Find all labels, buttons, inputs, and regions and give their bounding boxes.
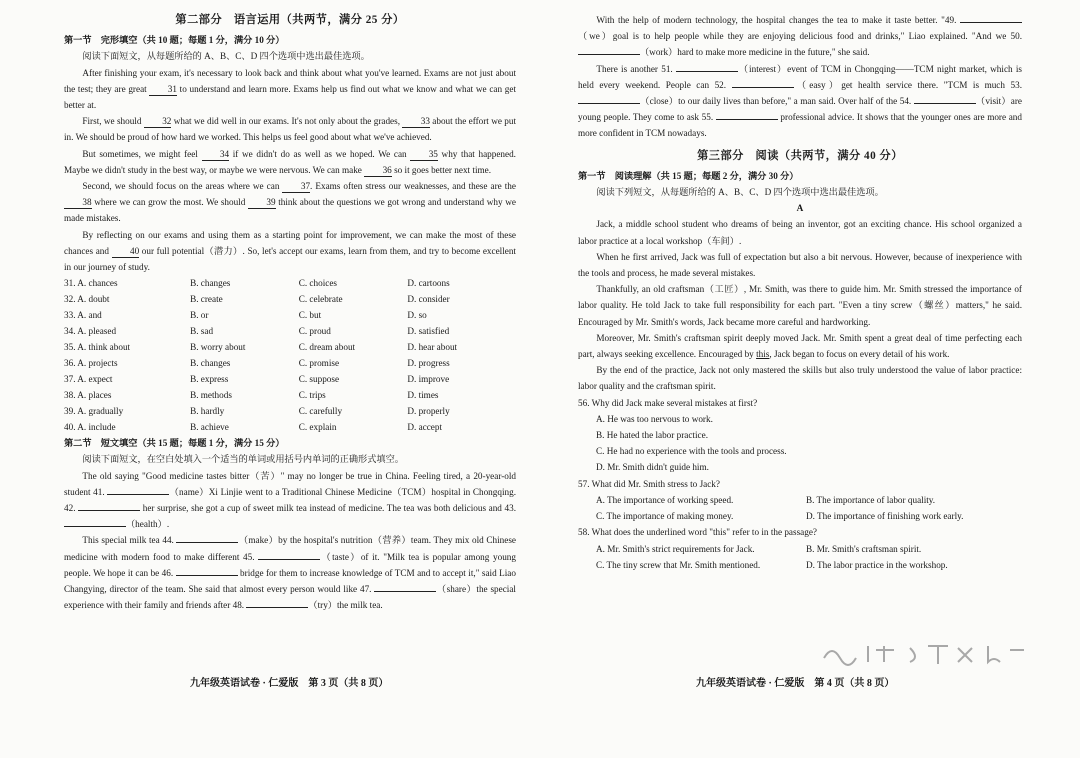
q58-option-b[interactable]: B. Mr. Smith's craftsman spirit.: [806, 543, 922, 554]
option-39-d[interactable]: D. properly: [407, 406, 450, 417]
blank-34: 34: [202, 148, 230, 161]
reading-paragraph-3: Thankfully, an old craftsman（工匠）, Mr. Smith, was there to guide him. Mr. Smith stressed the importance of labor quality. He told Jack to take full responsibility for each part. "Even a tiny screw（螺丝）matters," he said. Encouraged by Mr. Smith's words, Jack became more careful and hardworking.: [578, 284, 1022, 327]
blank-49[interactable]: [960, 22, 1022, 23]
option-row-32: [64, 291, 516, 307]
page-3: [64, 12, 516, 613]
blank-44[interactable]: [176, 542, 238, 543]
option-39-c[interactable]: C. carefully: [298, 406, 343, 417]
option-38-b[interactable]: B. methods: [190, 390, 232, 401]
option-36-b[interactable]: B. changes: [190, 358, 231, 369]
blank-48[interactable]: [246, 607, 308, 608]
question-58: 58. What does the underlined word "this" refer to in the passage?: [578, 527, 817, 538]
q57-options-row-2: [578, 508, 1022, 524]
option-32-a[interactable]: 32. A. doubt: [64, 294, 110, 305]
option-34-a[interactable]: 34. A. pleased: [64, 326, 117, 337]
cloze-paragraph-2: First, we should 32 what we did well in our exams. It's not only about the grades, 33 about the effort we put in. We should be proud of how hard we worked. This helps us feel good about what we've achieved.: [64, 116, 516, 143]
option-33-c[interactable]: C. but: [298, 310, 322, 321]
section-1-title: 第一节 完形填空（共 10 题；每题 1 分，满分 10 分）: [64, 35, 285, 46]
watermark-scribble: [818, 640, 1028, 666]
reading-paragraph-1: Jack, a middle school student who dreams of being an inventor, got an exciting chance. His school organized a labor practice at a local workshop（车间）.: [578, 219, 1022, 246]
option-38-a[interactable]: 38. A. places: [64, 390, 112, 401]
blank-53[interactable]: [578, 103, 640, 104]
option-32-d[interactable]: D. consider: [407, 294, 450, 305]
q56-option-d[interactable]: D. Mr. Smith didn't guide him.: [596, 462, 709, 473]
cloze-paragraph-5: By reflecting on our exams and using them as a starting point for improvement, we can make the most of these chances and 40 our full potential（潜力）. So, let's accept our exams, learn from them, and try to become excellent in our journey of study.: [64, 229, 516, 273]
option-31-a[interactable]: 31. A. chances: [64, 278, 118, 289]
q58-option-a[interactable]: A. Mr. Smith's strict requirements for Jack.: [596, 543, 755, 554]
question-56: 56. Why did Jack make several mistakes at first?: [578, 397, 758, 408]
option-37-b[interactable]: B. express: [190, 374, 229, 385]
fill-paragraph-3: With the help of modern technology, the hospital changes the tea to make it taste better. "49. （we）goal is to help people while they are enjoying delicious food and drinks," Liao explained. "And we 50. （work）hard to make more medicine in the future," she said.: [578, 15, 1022, 58]
q58-options-row-1: [578, 541, 1022, 557]
cloze-paragraph-4: Second, we should focus on the areas where we can 37. Exams often stress our weaknesses, and these are the 38 where we can grow the most. We should 39 think about the questions we got wrong and understand why we made mistakes.: [64, 181, 516, 224]
reading-paragraph-5: By the end of the practice, Jack not only mastered the skills but also truly understood the value of labor practice: labor quality and the craftsman spirit.: [578, 365, 1022, 392]
blank-54[interactable]: [914, 103, 976, 104]
option-33-a[interactable]: 33. A. and: [64, 310, 102, 321]
blank-36: 36: [364, 164, 392, 177]
blank-37: 37: [282, 180, 310, 193]
option-37-a[interactable]: 37. A. expect: [64, 374, 113, 385]
blank-38: 38: [64, 196, 92, 209]
option-34-c[interactable]: C. proud: [298, 326, 331, 337]
section-2-title: 第二节 短文填空（共 15 题；每题 1 分，满分 15 分）: [64, 438, 285, 449]
option-33-b[interactable]: B. or: [190, 310, 209, 321]
option-35-a[interactable]: 35. A. think about: [64, 342, 131, 353]
q57-options-row-1: [578, 492, 1022, 508]
option-36-a[interactable]: 36. A. projects: [64, 358, 118, 369]
blank-45[interactable]: [258, 559, 320, 560]
blank-50[interactable]: [578, 54, 640, 55]
option-39-a[interactable]: 39. A. gradually: [64, 406, 124, 417]
option-34-d[interactable]: D. satisfied: [407, 326, 450, 337]
option-row-35: [64, 339, 516, 355]
option-row-39: [64, 403, 516, 419]
option-31-b[interactable]: B. changes: [190, 278, 231, 289]
reading-section-title: 第一节 阅读理解（共 15 题；每题 2 分，满分 30 分）: [578, 170, 799, 181]
option-37-d[interactable]: D. improve: [407, 374, 450, 385]
option-35-c[interactable]: C. dream about: [298, 342, 356, 353]
option-row-37: [64, 371, 516, 387]
blank-35: 35: [410, 148, 438, 161]
part-three-title: 第三部分 阅读（共两节，满分 40 分）: [697, 149, 903, 162]
blank-39: 39: [248, 196, 276, 209]
q56-option-a[interactable]: A. He was too nervous to work.: [596, 413, 713, 424]
blank-31: 31: [149, 83, 177, 96]
fill-paragraph-4: There is another 51. （interest）event of TCM in Chongqing——TCM night market, which is held every weekend. People can 52. （easy）get health service there. "TCM is much 53. （close）to our daily lives than before," a man said. Over half of the 54. （visit）are young people. They come to ask 55. professional advice. It shows that the younger ones are more and more confident in TCM nowadays.: [578, 63, 1022, 139]
blank-33: 33: [402, 115, 430, 128]
option-row-31: [64, 275, 516, 291]
fill-paragraph-2: This special milk tea 44. （make）by the hospital's nutrition（营养）team. They mix old Chinese medicine with modern food to make different 45. （taste）of it. "Milk tea is popular among young people. We hope it can be 46. bridge for them to increase knowledge of TCM and to accept it," said Liao Changying, director of the team. She said that almost every person would like 47. （share）the special experience with their family and friends after 48. （try）the milk tea.: [64, 535, 516, 611]
option-row-36: [64, 355, 516, 371]
page-4-footer: 九年级英语试卷 · 仁爱版 第 4 页（共 8 页）: [696, 678, 895, 689]
section-1-instructions: 阅读下面短文，从每题所给的 A、B、C、D 四个选项中选出最佳选项。: [82, 51, 370, 62]
blank-46[interactable]: [176, 575, 238, 576]
q57-option-a[interactable]: A. The importance of working speed.: [596, 494, 734, 505]
option-35-d[interactable]: D. hear about: [407, 342, 458, 353]
question-57: 57. What did Mr. Smith stress to Jack?: [578, 478, 720, 489]
reading-instructions: 阅读下列短文，从每题所给的 A、B、C、D 四个选项中选出最佳选项。: [596, 187, 884, 198]
page-3-footer: 九年级英语试卷 · 仁爱版 第 3 页（共 8 页）: [190, 678, 389, 689]
option-row-40: [64, 419, 516, 435]
option-38-d[interactable]: D. times: [407, 390, 439, 401]
q58-options-row-2: [578, 557, 1022, 573]
option-35-b[interactable]: B. worry about: [190, 342, 246, 353]
q57-option-c[interactable]: C. The importance of making money.: [596, 511, 734, 522]
option-40-c[interactable]: C. explain: [298, 422, 337, 433]
part-two-title: 第二部分 语言运用（共两节，满分 25 分）: [175, 14, 405, 26]
option-row-34: [64, 323, 516, 339]
option-row-33: [64, 307, 516, 323]
option-37-c[interactable]: C. suppose: [298, 374, 340, 385]
option-32-b[interactable]: B. create: [190, 294, 223, 305]
blank-47[interactable]: [374, 591, 436, 592]
option-33-d[interactable]: D. so: [407, 310, 427, 321]
q56-option-b[interactable]: B. He hated the labor practice.: [596, 430, 708, 441]
option-38-c[interactable]: C. trips: [298, 390, 326, 401]
section-2-instructions: 阅读下面短文，在空白处填入一个适当的单词或用括号内单词的正确形式填空。: [82, 454, 404, 465]
blank-43[interactable]: [64, 526, 126, 527]
page-4: [578, 12, 1022, 573]
q57-option-b[interactable]: B. The importance of labor quality.: [806, 494, 936, 505]
option-31-d[interactable]: D. cartoons: [407, 278, 450, 289]
blank-40: 40: [112, 245, 140, 258]
option-32-c[interactable]: C. celebrate: [298, 294, 343, 305]
option-31-c[interactable]: C. choices: [298, 278, 337, 289]
option-40-a[interactable]: 40. A. include: [64, 422, 116, 433]
option-40-d[interactable]: D. accept: [407, 422, 443, 433]
blank-55[interactable]: [716, 119, 778, 120]
cloze-options-table: [64, 275, 516, 435]
cloze-paragraph-1: After finishing your exam, it's necessary to look back and think about what you've learned. Exams are not just about the test; they are great 31 to understand and learn more. Exams help us find out what we know and what we can get better at.: [64, 67, 516, 111]
blank-52[interactable]: [732, 87, 794, 88]
reading-paragraph-2: When he first arrived, Jack was full of expectation but also a bit nervous. However, because of inexperience with the tools and process, he made several mistakes.: [578, 251, 1022, 279]
blank-42[interactable]: [78, 510, 140, 511]
option-row-38: [64, 387, 516, 403]
passage-label: A: [796, 203, 804, 214]
cloze-paragraph-3: But sometimes, we might feel 34 if we didn't do as well as we hoped. We can 35 why that happened. Maybe we didn't study in the best way, or maybe we were nervous. We can make 36 so it goes better next time.: [64, 148, 516, 175]
option-36-d[interactable]: D. progress: [407, 358, 450, 369]
blank-32: 32: [144, 115, 172, 128]
option-34-b[interactable]: B. sad: [190, 326, 214, 337]
reading-paragraph-4: Moreover, Mr. Smith's craftsman spirit deeply moved Jack. Mr. Smith spent a great deal of time perfecting each part, always seeking excellence. Encouraged by this, Jack began to focus on every detail of his work.: [578, 332, 1022, 360]
blank-51[interactable]: [676, 71, 738, 72]
underlined-word: this: [756, 349, 770, 360]
q56-option-c[interactable]: C. He had no experience with the tools and process.: [596, 446, 787, 457]
q58-option-d[interactable]: D. The labor practice in the workshop.: [806, 559, 948, 570]
q58-option-c[interactable]: C. The tiny screw that Mr. Smith mentioned.: [596, 559, 761, 570]
fill-paragraph-1: The old saying "Good medicine tastes bitter（苦）" may no longer be true in China. Feeling tired, a 20-year-old student 41. （name）Xi Linjie went to a Traditional Chinese Medicine（TCM）hospital in Chongqing. 42. her surprise, she got a cup of sweet milk tea instead of medicine. The tea was both delicious and 43. （health）.: [64, 470, 517, 530]
option-36-c[interactable]: C. promise: [298, 358, 340, 369]
blank-41[interactable]: [107, 494, 169, 495]
q57-option-d[interactable]: D. The importance of finishing work early.: [806, 511, 964, 522]
option-40-b[interactable]: B. achieve: [190, 422, 229, 433]
option-39-b[interactable]: B. hardly: [190, 406, 225, 417]
